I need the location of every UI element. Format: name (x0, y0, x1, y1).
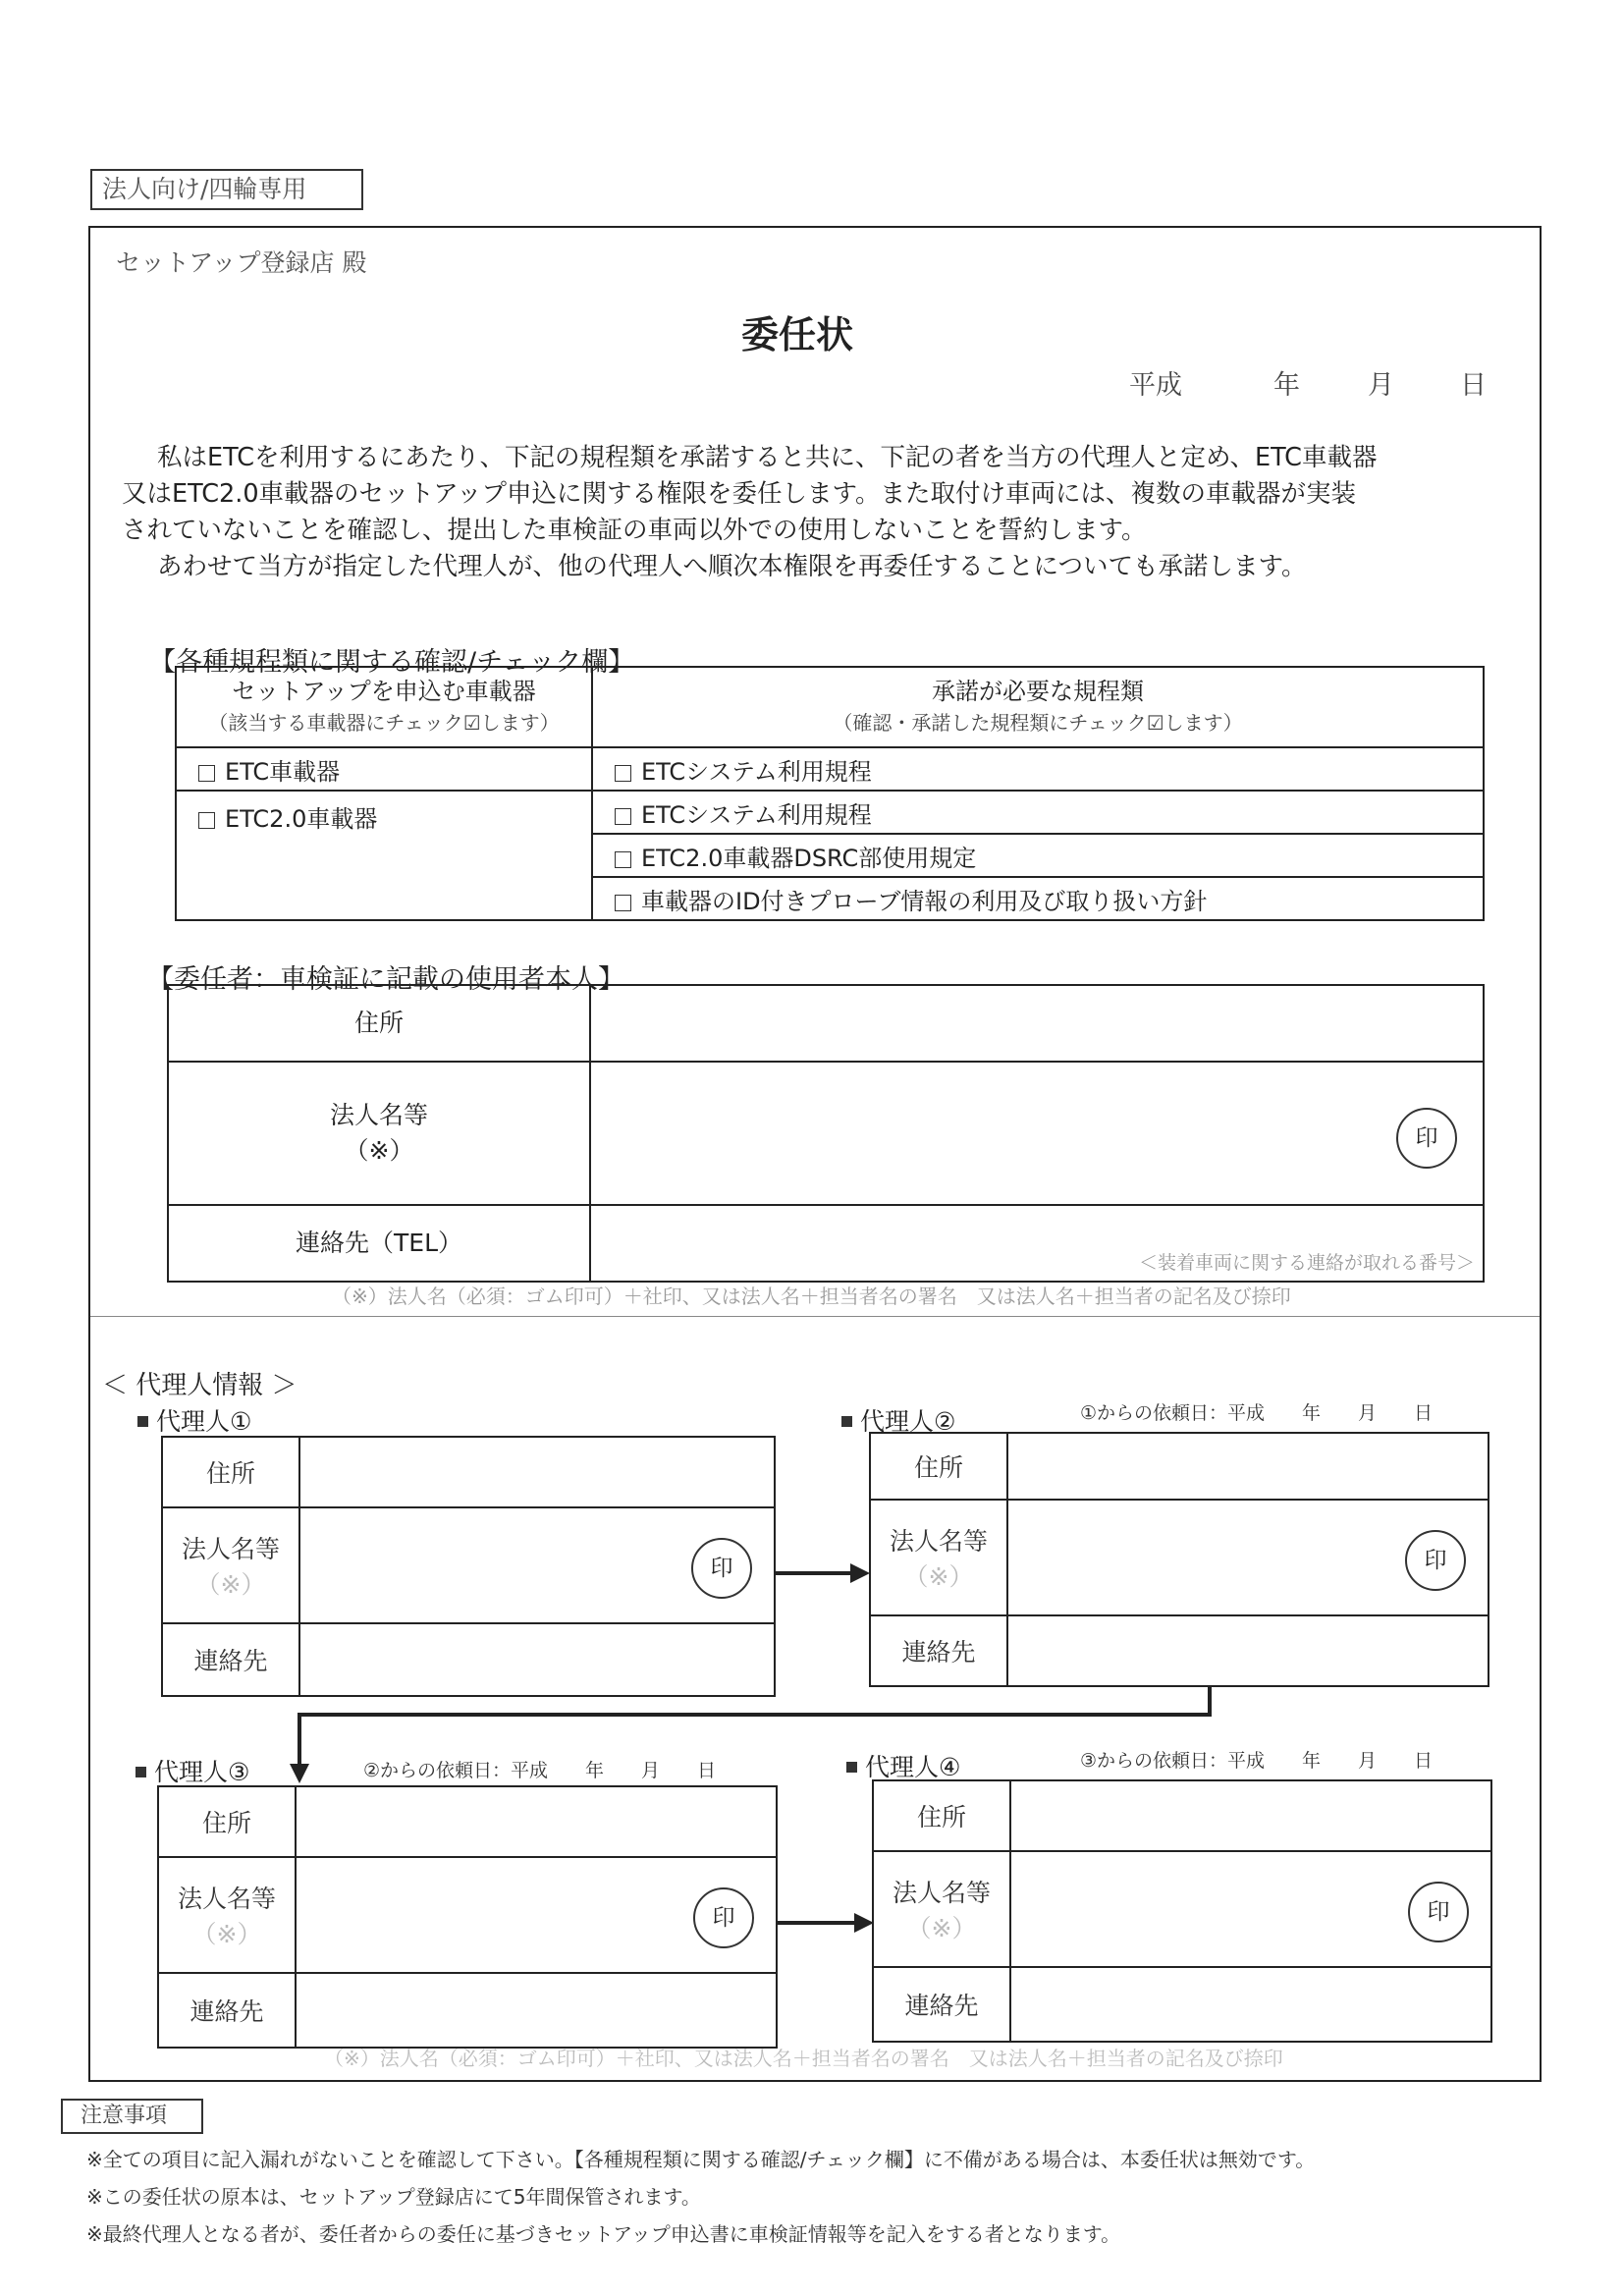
checklist-col2-sub: （確認・承諾した規程類にチェック☑します） (833, 711, 1243, 735)
principal-contact-label: 連絡先（TEL） (168, 1205, 590, 1282)
checklist-section-title: 【各種規程類に関する確認/チェック欄】 (149, 647, 635, 678)
agent-3-request-date: ②からの依頼日：平成 年 月 日 (363, 1760, 717, 1781)
note-item: ※最終代理人となる者が、委任者からの委任に基づきセットアップ申込書に車検証情報等を記入をする者となります。 (86, 2222, 1121, 2246)
principal-footnote: （※）法人名（必須：ゴム印可）＋社印、又は法人名＋担当者名の署名 又は法人名＋担当者の記名及び捺印 (332, 1285, 1291, 1308)
date-day: 日 (1460, 370, 1487, 401)
intro-line: 私はETCを利用するにあたり、下記の規程類を承諾すると共に、下記の者を当方の代理人と定め、ETC車載器 (157, 443, 1378, 472)
rule-3-label: ETC2.0車載器DSRC部使用規定 (641, 844, 977, 872)
intro-line: 又はETC2.0車載器のセットアップ申込に関する権限を委任します。また取付け車両には、複数の車載器が実装 (122, 479, 1356, 509)
rule-1-label: ETCシステム利用規程 (641, 757, 872, 786)
principal-name-label: 法人名等 (329, 1101, 428, 1129)
intro-line: あわせて当方が指定した代理人が、他の代理人へ順次本権限を再委任することについても承諾します。 (157, 552, 1307, 581)
agent-4-name-note: （※） (906, 1914, 977, 1942)
agent-3-address-label: 住所 (158, 1786, 296, 1857)
rule-4-label: 車載器のID付きプローブ情報の利用及び取り扱い方針 (641, 887, 1208, 915)
agent-1-seal-mark: 印 (691, 1538, 752, 1599)
principal-contact-hint: ＜装着車両に関する連絡が取れる番号＞ (1138, 1252, 1475, 1274)
agent-4-name-label: 法人名等 (892, 1879, 991, 1907)
rule-2-label: ETCシステム利用規程 (641, 800, 872, 829)
arrow-agent1-to-agent2 (776, 1563, 870, 1583)
agent-2-name-label: 法人名等 (889, 1527, 988, 1556)
agent-2-seal-mark: 印 (1405, 1530, 1466, 1591)
agent-3-contact-label: 連絡先 (158, 1973, 296, 2048)
checklist-col1-title: セットアップを申込む車載器 (232, 678, 536, 705)
agent-4-contact-label: 連絡先 (873, 1967, 1010, 2042)
principal-address-label: 住所 (168, 985, 590, 1062)
agent-2-request-date: ①からの依頼日：平成 年 月 日 (1080, 1402, 1434, 1424)
agent-2-name-note: （※） (903, 1562, 974, 1591)
agent-1-name-label: 法人名等 (181, 1535, 280, 1563)
agent-4-seal-mark: 印 (1408, 1882, 1469, 1942)
device-etc2-label: ETC2.0車載器 (225, 805, 378, 833)
principal-section-title: 【委任者：車検証に記載の使用者本人】 (147, 964, 624, 995)
date-era: 平成 (1129, 370, 1182, 401)
date-year: 年 (1273, 370, 1300, 401)
addressee: セットアップ登録店 殿 (116, 248, 367, 277)
agent-1-title-text: 代理人① (156, 1407, 252, 1436)
agent-1-contact-label: 連絡先 (162, 1623, 299, 1696)
page-title: 委任状 (740, 313, 853, 356)
principal-name-note: （※） (344, 1136, 414, 1165)
date-month: 月 (1368, 370, 1394, 401)
agent-2-contact-label: 連絡先 (870, 1615, 1007, 1686)
agents-section-title: ＜ 代理人情報 ＞ (102, 1371, 298, 1400)
agent-1-name-note: （※） (195, 1570, 266, 1599)
notes-tag: 注意事項 (61, 2099, 203, 2134)
notes-list (86, 2141, 1315, 2253)
agent-3-title-text: 代理人③ (154, 1758, 250, 1786)
agent-1-address-label: 住所 (162, 1437, 299, 1507)
note-item: ※全ての項目に記入漏れがないことを確認して下さい。【各種規程類に関する確認/チェック欄】に不備がある場合は、本委任状は無効です。 (86, 2148, 1316, 2171)
category-tag: 法人向け/四輪専用 (90, 169, 363, 210)
checklist-col2-title: 承諾が必要な規程類 (932, 678, 1144, 705)
principal-seal-mark: 印 (1396, 1108, 1457, 1169)
arrow-agent3-to-agent4 (778, 1913, 874, 1933)
agent-3-name-label: 法人名等 (177, 1885, 276, 1913)
agents-footnote: （※）法人名（必須：ゴム印可）＋社印、又は法人名＋担当者名の署名 又は法人名＋担当者の記名及び捺印 (324, 2047, 1283, 2070)
agent-3-name-note: （※） (191, 1920, 262, 1948)
agent-2-title-text: 代理人② (860, 1407, 956, 1436)
intro-line: されていないことを確認し、提出した車検証の車両以外での使用しないことを誓約します。 (122, 516, 1147, 545)
checklist-col1-sub: （該当する車載器にチェック☑します） (208, 711, 560, 735)
arrow-agent2-to-agent3 (290, 1687, 1210, 1783)
device-etc-label: ETC車載器 (225, 757, 341, 786)
agent-2-address-label: 住所 (870, 1433, 1007, 1500)
agent-3-seal-mark: 印 (693, 1887, 754, 1948)
agent-4-request-date: ③からの依頼日：平成 年 月 日 (1080, 1750, 1434, 1772)
agent-4-address-label: 住所 (873, 1780, 1010, 1851)
agent-4-title-text: 代理人④ (865, 1753, 961, 1781)
note-item: ※この委任状の原本は、セットアップ登録店にて5年間保管されます。 (86, 2185, 701, 2209)
